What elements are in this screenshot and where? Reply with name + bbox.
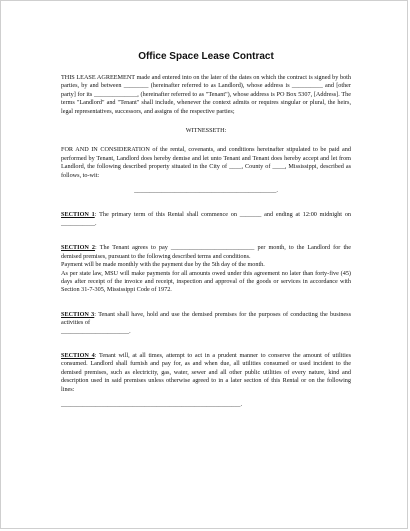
document-title: Office Space Lease Contract [138,51,274,62]
section-2-paragraph [61,244,351,261]
section-4-paragraph [61,352,351,394]
section-3-paragraph [61,311,351,328]
section-3-heading: SECTION 3 [61,310,95,318]
document-body [61,51,351,409]
section-4-blank: __________________________________________________________. [61,400,242,408]
section-2-text: : The Tenant agrees to pay ___________________________ per month, to the Landlord for the demised premises, pursuant to the following described terms and conditions. [61,244,352,260]
section-1-paragraph [61,211,351,228]
section-4-text: : Tenant will, at all times, attempt to act in a prudent manner to conserve the amount of utilities consumed. Landlord shall furnish and pay for, as and when due, all utilities consumed or used incident to the demised premises, such as electricity, gas, water, sewer and all other public utilities of every nature, kind and description used in said premises unless otherwise agreed to in a later section of this Rental or on the following lines: [61,351,351,393]
property-description-blank: ______________________________________________. [134,187,278,195]
section-2-state-law: As per state law, MSU will make payments for all amounts owed under this agreement no later than forty-five (45) days after receipt of the invoice and receipt, inspection and approval of the goods or services in accordance with Section 31-7-305, Mississippi Code of 1972. [61,269,351,294]
section-3-blank: ______________________. [61,327,131,335]
section-1-heading: SECTION 1 [61,211,95,219]
section-2-heading: SECTION 2 [61,244,96,252]
section-4-heading: SECTION 4 [61,351,95,359]
intro-paragraph: THIS LEASE AGREEMENT made and entered into on the later of the dates on which the contract is signed by both parties, by and between ________ (hereinafter referred to as Landlord), whose address is __________ and [other party] for its ______________, (hereinafter referred to as "Tenant"), whose address is PO Box 5307, [Address]. The terms "Landlord" and "Tenant" shall include, whenever the context admits or requires singular or plural, the heirs, legal representatives, successors, and assigns of the respective parties; [61,74,351,115]
witnesseth-heading: WITNESSETH: [185,127,227,135]
section-3-text: : Tenant shall have, hold and use the demised premises for the purposes of conducting the business activities of [61,310,351,327]
section-2-payment: Payment will be made monthly with the payment due by the 5th day of the month. [61,261,265,269]
consideration-paragraph: FOR AND IN CONSIDERATION of the rental, covenants, and conditions hereinafter stipulated to be paid and performed by Tenant, Landlord does hereby demise and let unto Tenant and Tenant does hereby accept and let from Landlord, the following described property situated in the City of ____, County of ____, Mississippi, described as follows, to-wit: [61,146,351,179]
section-1-text: : The primary term of this Rental shall commence on _______ and ending at 12:00 midnight on ___________. [61,211,352,227]
